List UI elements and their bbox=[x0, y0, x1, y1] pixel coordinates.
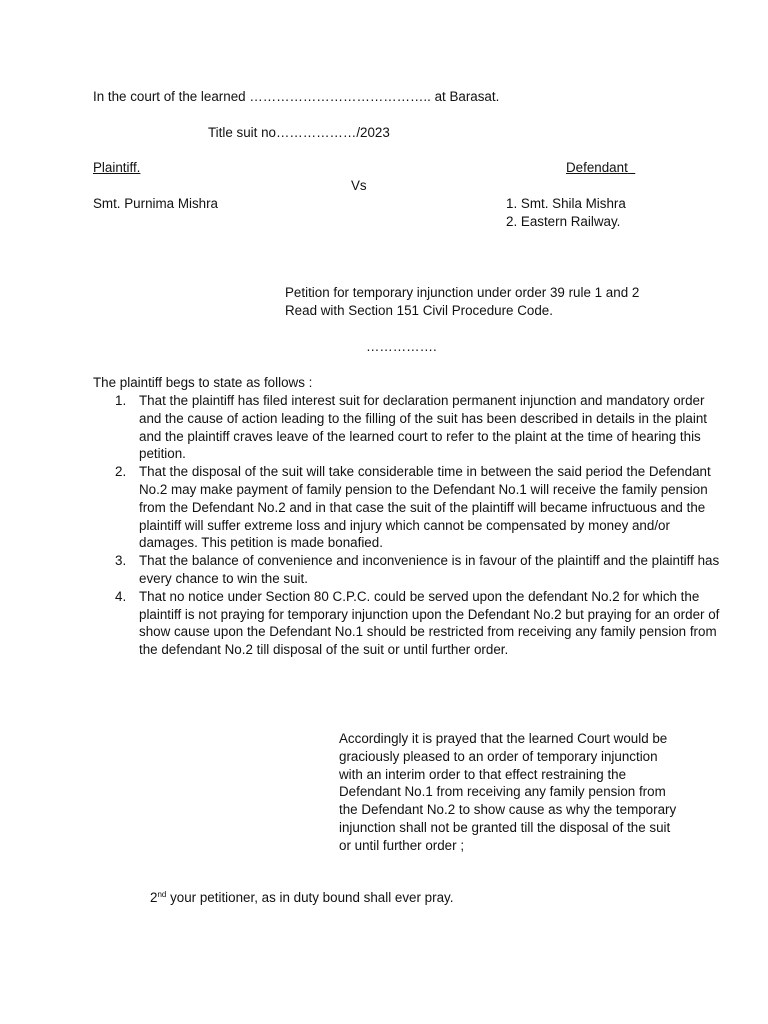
point-text: That the disposal of the suit will take considerable time in between the said period the Defendant No.2 may make payment of family pension to the Defendant No.1 will receive the family pension from the Defendant No.2 and in that case the suit of the plaintiff will became infructuous and the plaintiff will suffer extreme loss and injury which cannot be compensated by money and/or damages. This petition is made bonafied. bbox=[139, 464, 711, 551]
closing-ordinal-number: 2 bbox=[150, 890, 158, 905]
closing-text: your petitioner, as in duty bound shall ever pray. bbox=[166, 890, 454, 905]
title-suit-number: Title suit no………………/2023 bbox=[208, 125, 390, 140]
point-number: 3. bbox=[115, 553, 127, 569]
closing-ordinal-suffix: nd bbox=[157, 890, 167, 899]
defendant-label-underline-tail bbox=[628, 160, 635, 175]
point-number: 2. bbox=[115, 464, 127, 480]
point-text: That no notice under Section 80 C.P.C. could be served upon the defendant No.2 for which the plaintiff is not praying for temporary injunction upon the Defendant No.2 but praying for an order of show cause upon the Defendant No.1 should be restricted from receiving any family pension from the defendant No.2 till disposal of the suit or until further order. bbox=[139, 588, 720, 658]
point-text: That the balance of convenience and inconvenience is in favour of the plaintiff and the plaintiff has every chance to win the suit. bbox=[139, 553, 720, 586]
list-item bbox=[115, 392, 724, 463]
defendant-2-name: 2. Eastern Railway. bbox=[506, 214, 621, 229]
petition-title-line1: Petition for temporary injunction under order 39 rule 1 and 2 bbox=[285, 285, 640, 300]
defendant-label bbox=[566, 159, 635, 177]
court-line: In the court of the learned ………………………………….. at Barasat. bbox=[93, 89, 500, 104]
defendant-label-text: Defendant bbox=[566, 160, 628, 175]
points-list bbox=[93, 392, 724, 659]
point-number: 4. bbox=[115, 588, 127, 604]
point-number: 1. bbox=[115, 393, 127, 408]
title-separator: ……………. bbox=[366, 339, 437, 354]
prayer-paragraph: Accordingly it is prayed that the learned Court would be graciously pleased to an order of temporary injunction with an interim order to that effect restraining the Defendant No.1 from receiving any family pension from the Defendant No.2 to show cause as why the temporary injunction shall not be granted till the disposal of the suit or until further order ; bbox=[339, 731, 677, 853]
petition-title-line2: Read with Section 151 Civil Procedure Code. bbox=[285, 303, 553, 318]
list-item bbox=[115, 588, 724, 659]
versus-label: Vs bbox=[351, 178, 367, 193]
point-text: That the plaintiff has filed interest suit for declaration permanent injunction and mandatory order and the cause of action leading to the filling of the suit has been described in details in the plaint and the plaintiff craves leave of the learned court to refer to the plaint at the time of hearing this petition. bbox=[139, 393, 707, 462]
list-item bbox=[115, 552, 724, 588]
plaintiff-label: Plaintiff. bbox=[93, 160, 141, 175]
plaintiff-name: Smt. Purnima Mishra bbox=[93, 196, 219, 211]
body-intro: The plaintiff begs to state as follows : bbox=[93, 375, 313, 390]
defendant-1-name: 1. Smt. Shila Mishra bbox=[506, 196, 626, 211]
closing-line bbox=[150, 889, 453, 907]
list-item bbox=[115, 463, 724, 552]
